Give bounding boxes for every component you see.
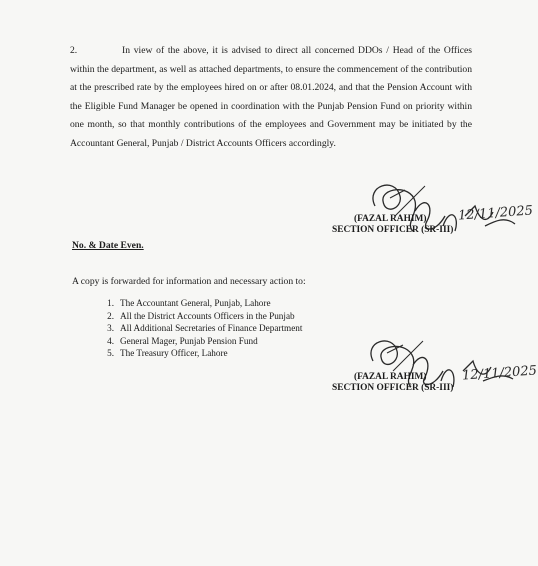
list-item: 1. The Accountant General, Punjab, Lahore <box>107 298 271 308</box>
paragraph-2 <box>70 42 472 154</box>
list-item: 3. All Additional Secretaries of Finance Department <box>107 323 303 334</box>
reference-line: No. & Date Even. <box>72 240 144 251</box>
signature-2 <box>332 372 453 394</box>
signature-2-date: 12/11/2025 <box>461 363 538 384</box>
paragraph-number: 2. <box>70 45 78 56</box>
signature-1-designation: SECTION OFFICER (SR-III) <box>332 225 454 235</box>
signature-2-designation: SECTION OFFICER (SR-III) <box>332 383 454 393</box>
copy-intro: A copy is forwarded for information and necessary action to: <box>72 276 306 287</box>
signature-2-name: (FAZAL RAHIM) <box>354 372 427 382</box>
signature-1 <box>332 214 453 236</box>
recipients-list <box>96 297 302 360</box>
list-item: 4. General Mager, Punjab Pension Fund <box>107 335 258 346</box>
paragraph-text: In view of the above, it is advised to direct all concerned DDOs / Head of the Offices within the department, as well as attached departments, to ensure the commencement of the contribution at the prescribed rate by the employees hired on or after 08.01.2024, and that the Pension Account with the Eligible Fund Manager be opened in coordination with the Punjab Pension Fund on priority within one month, so that monthly contributions of the employees and Government may be initiated by the Accountant General, Punjab / District Accounts Officers accordingly. <box>70 45 472 149</box>
signature-1-date: 12/11/2025 <box>457 203 534 224</box>
signature-1-name: (FAZAL RAHIM) <box>354 214 427 224</box>
list-item: 5. The Treasury Officer, Lahore <box>107 348 228 359</box>
list-item: 2. All the District Accounts Officers in the Punjab <box>107 310 295 321</box>
